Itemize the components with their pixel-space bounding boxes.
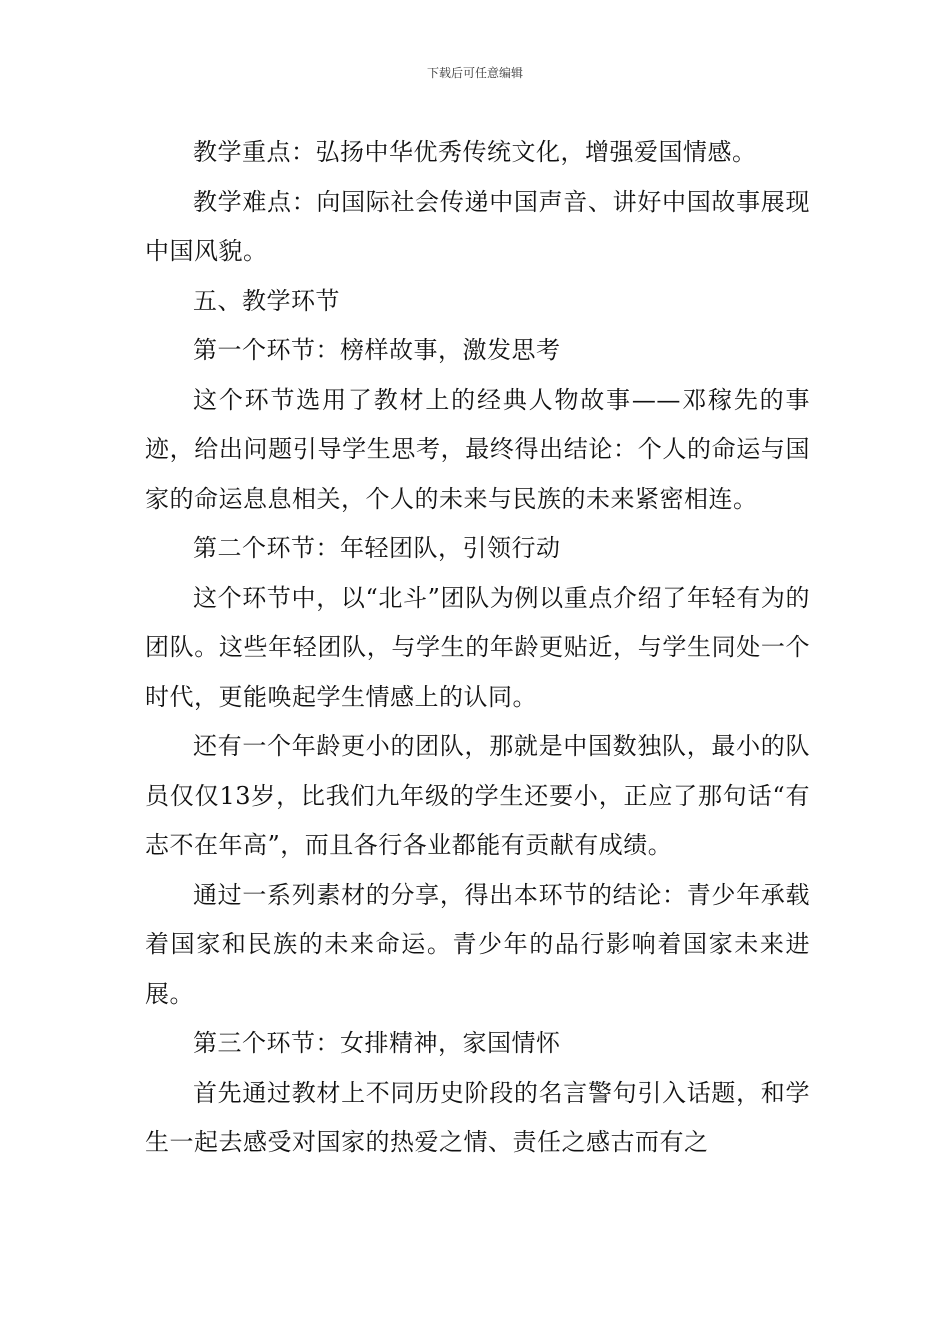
section-heading: 五、教学环节 [193, 286, 340, 315]
step-three-heading: 第三个环节：女排精神，家国情怀 [193, 1029, 561, 1057]
teaching-focus-paragraph: 教学重点：弘扬中华优秀传统文化，增强爱国情感。 [193, 138, 757, 166]
teaching-difficulty-paragraph: 教学难点：向国际社会传递中国声音、讲好中国故事展现中国风貌。 [145, 187, 810, 265]
document-body [145, 128, 810, 1168]
page-header: 下载后可任意编辑 [426, 66, 523, 80]
step-two-paragraph: 这个环节中，以“北斗”团队为例以重点介绍了年轻有为的团队。这些年轻团队，与学生的年龄更贴近，与学生同处一个时代，更能唤起学生情感上的认同。 [145, 583, 810, 711]
step-two-heading: 第二个环节：年轻团队，引领行动 [193, 534, 561, 562]
step-two-conclusion-paragraph: 通过一系列素材的分享，得出本环节的结论：青少年承载着国家和民族的未来命运。青少年的品行影响着国家未来进展。 [145, 880, 810, 1008]
step-one-heading: 第一个环节：榜样故事，激发思考 [193, 336, 561, 364]
sudoku-team-paragraph: 还有一个年龄更小的团队，那就是中国数独队，最小的队员仅仅13岁，比我们九年级的学生还要小，正应了那句话“有志不在年高”，而且各行各业都能有贡献有成绩。 [145, 732, 810, 859]
step-one-paragraph: 这个环节选用了教材上的经典人物故事——邓稼先的事迹，给出问题引导学生思考，最终得出结论：个人的命运与国家的命运息息相关，个人的未来与民族的未来紧密相连。 [145, 385, 810, 513]
step-three-paragraph: 首先通过教材上不同历史阶段的名言警句引入话题，和学生一起去感受对国家的热爱之情、责任之感古而有之 [145, 1078, 810, 1156]
